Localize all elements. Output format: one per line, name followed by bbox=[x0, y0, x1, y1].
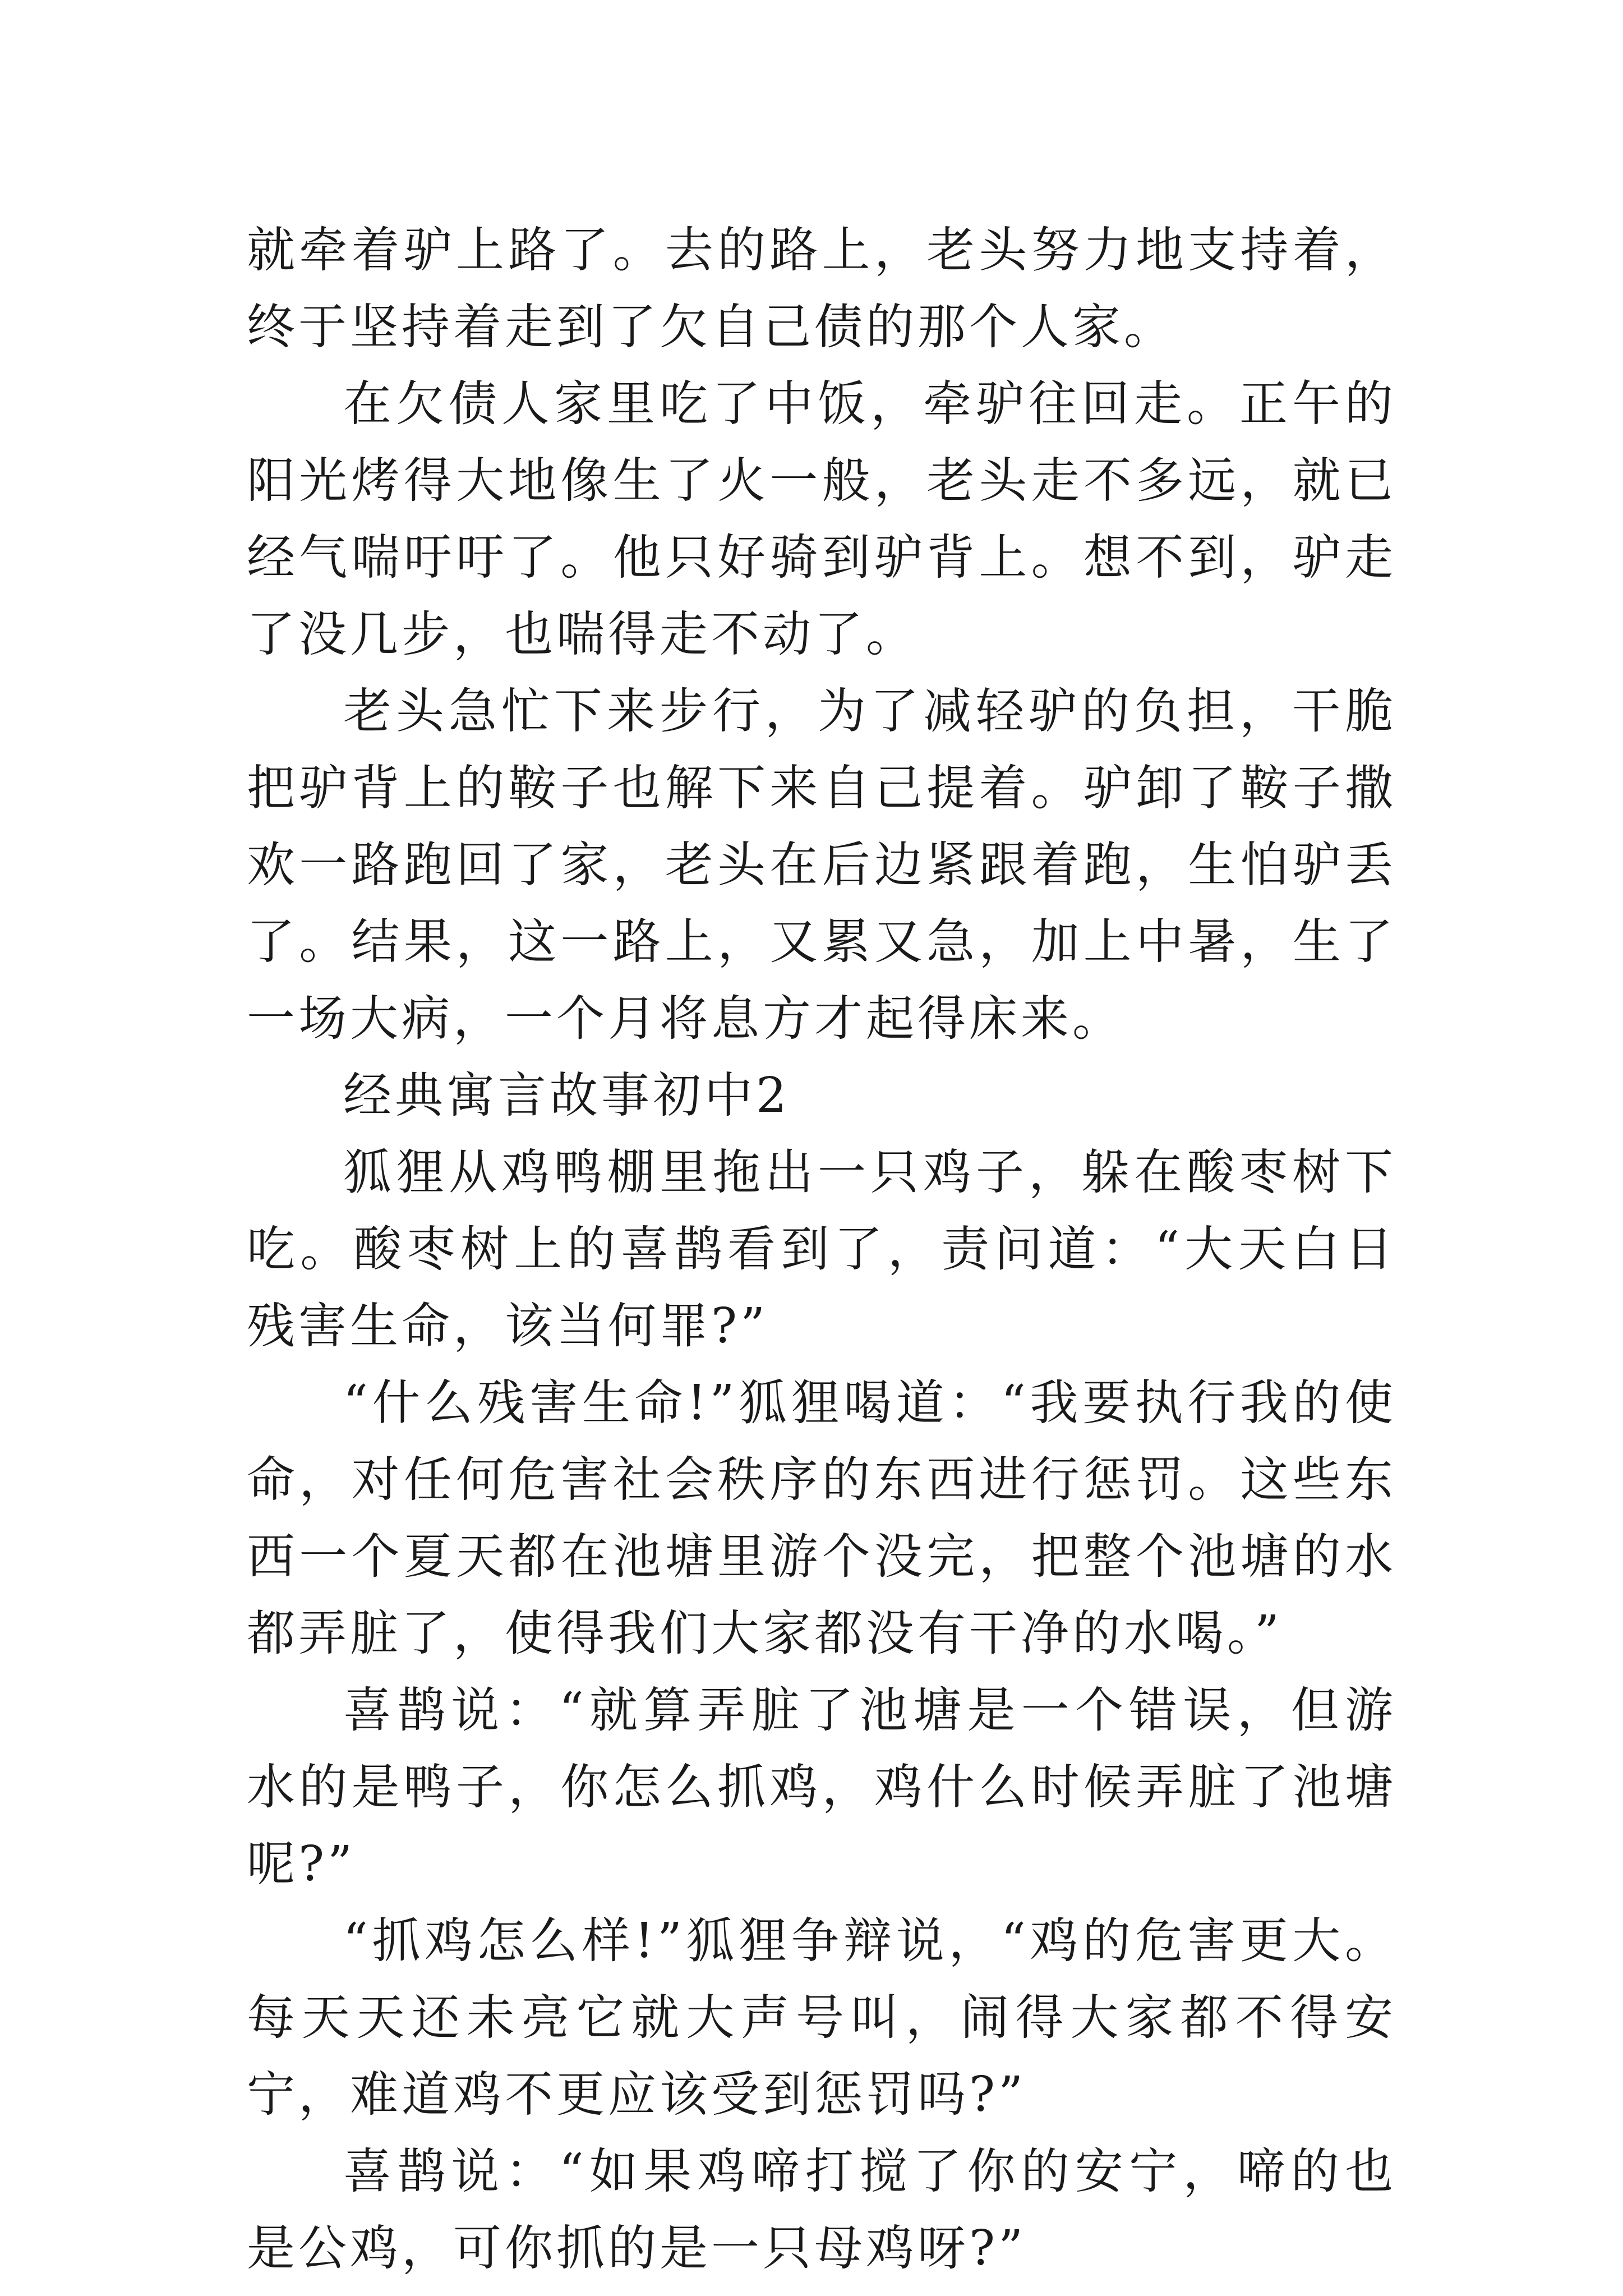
paragraph-2: 在欠债人家里吃了中饭，牵驴往回走。正午的阳光烤得大地像生了火一般，老头走不多远，就已经气喘吁吁了。他只好骑到驴背上。想不到，驴走了没几步，也喘得走不动了。 bbox=[247, 376, 1396, 662]
paragraph-9: 喜鹊说：“如果鸡啼打搅了你的安宁，啼的也是公鸡，可你抓的是一只母鸡呀?” bbox=[247, 2143, 1396, 2276]
paragraph-3: 老头急忙下来步行，为了减轻驴的负担，干脆把驴背上的鞍子也解下来自己提着。驴卸了鞍子撒欢一路跑回了家，老头在后边紧跟着跑，生怕驴丢了。结果，这一路上，又累又急，加上中暑，生了一场大病，一个月将息方才起得床来。 bbox=[247, 683, 1396, 1047]
paragraph-6: “什么残害生命!”狐狸喝道：“我要执行我的使命，对任何危害社会秩序的东西进行惩罚。这些东西一个夏天都在池塘里游个没完，把整个池塘的水都弄脏了，使得我们大家都没有干净的水喝。” bbox=[247, 1375, 1396, 1662]
document-body bbox=[247, 212, 1396, 2287]
paragraph-1: 就牵着驴上路了。去的路上，老头努力地支持着，终于坚持着走到了欠自己债的那个人家。 bbox=[247, 222, 1396, 355]
paragraph-7: 喜鹊说：“就算弄脏了池塘是一个错误，但游水的是鸭子，你怎么抓鸡，鸡什么时候弄脏了池塘呢?” bbox=[247, 1682, 1396, 1892]
paragraph-5: 狐狸从鸡鸭棚里拖出一只鸡子，躲在酸枣树下吃。酸枣树上的喜鹊看到了，责问道：“大天白日残害生命，该当何罪?” bbox=[247, 1144, 1396, 1354]
section-heading: 经典寓言故事初中2 bbox=[343, 1068, 790, 1124]
paragraph-8: “抓鸡怎么样!”狐狸争辩说，“鸡的危害更大。每天天还未亮它就大声号叫，闹得大家都不得安宁，难道鸡不更应该受到惩罚吗?” bbox=[247, 1913, 1396, 2123]
